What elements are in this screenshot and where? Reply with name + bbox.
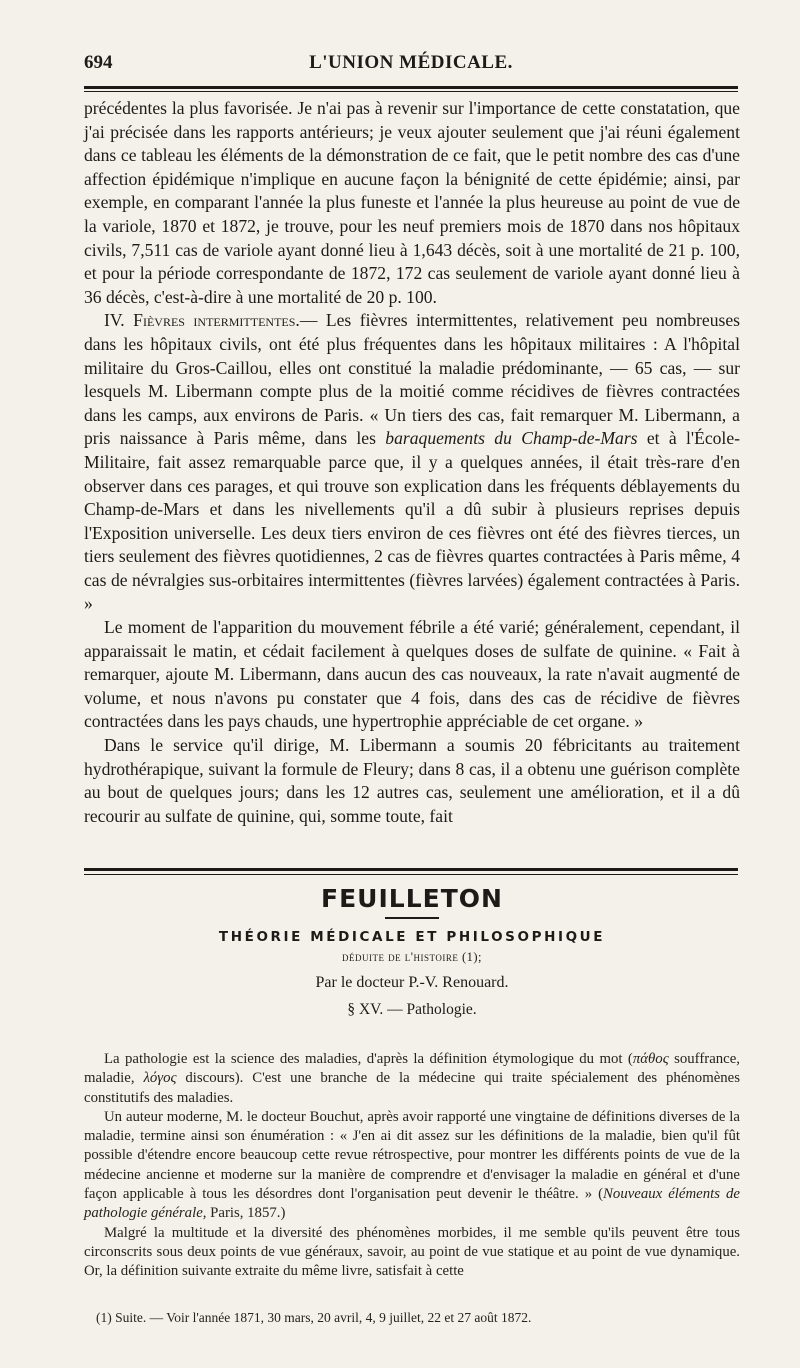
main-paragraph-2-text-b: et à l'École-Militaire, fait assez remarquable parce que, il y a quelques années, il était très-rare d'en observer dans ces parages, et qui trouve son explication dans les fréquents déblayements du Champ-de-Mars et dans les nivellements qu'il a dû subir à plusieurs reprises depuis l'Exposition universelle. Les deux tiers environ de ces fièvres ont été des fièvres tierces, un tiers seulement des fièvres quotidiennes, 2 cas de fièvres quartes contractées à Paris même, 4 cas de névralgies sus-orbitaires intermittentes (fièvres larvées) également contractées à Paris. » xyxy=(84,428,740,614)
greek-word-pathos: πάθος xyxy=(632,1051,669,1067)
feuilleton-paragraph-3: Malgré la multitude et la diversité des phénomènes morbides, il me semble qu'ils peuvent être tous circonscrits sous deux points de vue généraux, savoir, au point de vue statique et au point de vue dynamique. Or, la définition suivante extraite du même livre, satisfait à cette xyxy=(84,1224,740,1280)
feuilleton-paragraph-2-a: Un auteur moderne, M. le docteur Bouchut, après avoir rapporté une vingtaine de définitions diverses de la maladie, termine ainsi son énumération : « J'en ai dit assez sur les définitions de la maladie, bien qu'il fût possible d'étendre encore beaucoup cette revue rétrospective, pour montrer les différents points de vue de la médecine ancienne et moderne sur la manière de comprendre et d'envisager la maladie en général et d'une façon applicable à tous les désordres dont l'organisation peut devenir le théâtre. » ( xyxy=(84,1108,740,1203)
main-paragraph-4: Dans le service qu'il dirige, M. Libermann a soumis 20 fébricitants au traitement hydrothérapique, suivant la formule de Fleury; dans 8 cas, il a obtenu une guérison complète au bout de quelques jours; dans les 12 autres cas, seulement une amélioration, et il a dû recourir au sulfate de quinine, qui, somme toute, fait xyxy=(84,735,740,826)
feuilleton-book-title: Nouveaux éléments de pathologie générale xyxy=(84,1186,740,1222)
feuilleton-title-rule xyxy=(385,917,439,919)
feuilleton-paragraph-1-a: La pathologie est la science des maladies, d'après la définition étymologique du mot ( xyxy=(104,1051,633,1067)
page-number: 694 xyxy=(84,52,113,73)
main-paragraph-1: précédentes la plus favorisée. Je n'ai pas à revenir sur l'importance de cette constatation, que j'ai précisée dans les rapports antérieurs; je veux ajouter seulement que j'ai réuni également dans ce tableau les éléments de la démonstration de ce fait, que le petit nombre des cas d'une affection épidémique n'implique en aucune façon la bénignité de cette épidémie; ainsi, par exemple, en comparant l'année la plus funeste et l'année la plus heureuse au point de vue de la variole, 1870 et 1872, je trouve, pour les neuf premiers mois de 1870 dans nos hôpitaux civils, 7,511 cas de variole ayant donné lieu à 1,643 décès, soit à une mortalité de 21 p. 100, et pour la période correspondante de 1872, 172 cas seulement de variole ayant donné lieu à 36 décès, c'est-à-dire à une mortalité de 20 p. 100. xyxy=(84,98,740,307)
main-paragraph-3: Le moment de l'apparition du mouvement fébrile a été varié; généralement, cependant, il apparaissait le matin, et cédait facilement à quelques doses de sulfate de quinine. « Fait à remarquer, ajoute M. Libermann, dans aucun des cas nouveaux, la rate n'avait augmenté de volume, et nous n'avons pu constater que 4 fois, dans des cas de récidive de fièvres contractées dans les pays chauds, une hypertrophie appréciable de cet organe. » xyxy=(84,617,740,732)
section-heading-fievres: IV. Fièvres intermittentes. xyxy=(104,310,300,331)
main-paragraph-2 xyxy=(84,309,740,616)
main-paragraph-2-italic: baraquements du Champ-de-Mars xyxy=(385,428,638,449)
feuilleton-body xyxy=(84,1050,740,1282)
feuilleton-heading-block xyxy=(84,884,740,1019)
main-paragraph-2-text-a: — Les fièvres intermittentes, relativement peu nombreuses dans les hôpitaux civils, ont été plus fréquentes dans les hôpitaux militaires : A l'hôpital militaire du Gros-Caillou, elles ont constitué la maladie prédominante, — 65 cas, — sur lesquels M. Libermann compte plus de la moitié comme récidives de fièvres contractées dans les camps, aux environs de Paris. « Un tiers des cas, fait remarquer M. Libermann, a pris naissance à Paris même, dans les xyxy=(84,310,740,449)
feuilleton-paragraph-1-c: discours). C'est une branche de la médecine qui traite spécialement des phénomènes constitutifs des maladies. xyxy=(84,1070,740,1106)
feuilleton-paragraph-1-b: souffrance, maladie, xyxy=(84,1051,740,1087)
feuilleton-paragraph-1 xyxy=(84,1050,740,1108)
feuilleton-subtitle: THÉORIE MÉDICALE ET PHILOSOPHIQUE xyxy=(218,929,606,945)
feuilleton-paragraph-2-b: , Paris, 1857.) xyxy=(202,1205,286,1222)
page-header xyxy=(84,52,738,80)
feuilleton-title: FEUILLETON xyxy=(321,884,503,913)
footnote: (1) Suite. — Voir l'année 1871, 30 mars, 20 avril, 4, 9 juillet, 22 et 27 août 1872. xyxy=(96,1310,532,1325)
main-article xyxy=(84,97,740,828)
feuilleton-author: Par le docteur P.-V. Renouard. xyxy=(315,974,509,991)
header-rule-thick xyxy=(84,86,738,89)
running-title: L'UNION MÉDICALE. xyxy=(309,52,513,73)
feuilleton-rule-thin xyxy=(84,874,738,875)
feuilleton-rule-thick xyxy=(84,868,738,871)
feuilleton-paragraph-2 xyxy=(84,1108,740,1224)
feuilleton-subtitle-2: déduite de l'histoire (1); xyxy=(342,950,482,964)
greek-word-logos: λόγος xyxy=(143,1070,177,1087)
header-rule-thin xyxy=(84,91,738,92)
feuilleton-section-heading: § XV. — Pathologie. xyxy=(347,1001,477,1018)
